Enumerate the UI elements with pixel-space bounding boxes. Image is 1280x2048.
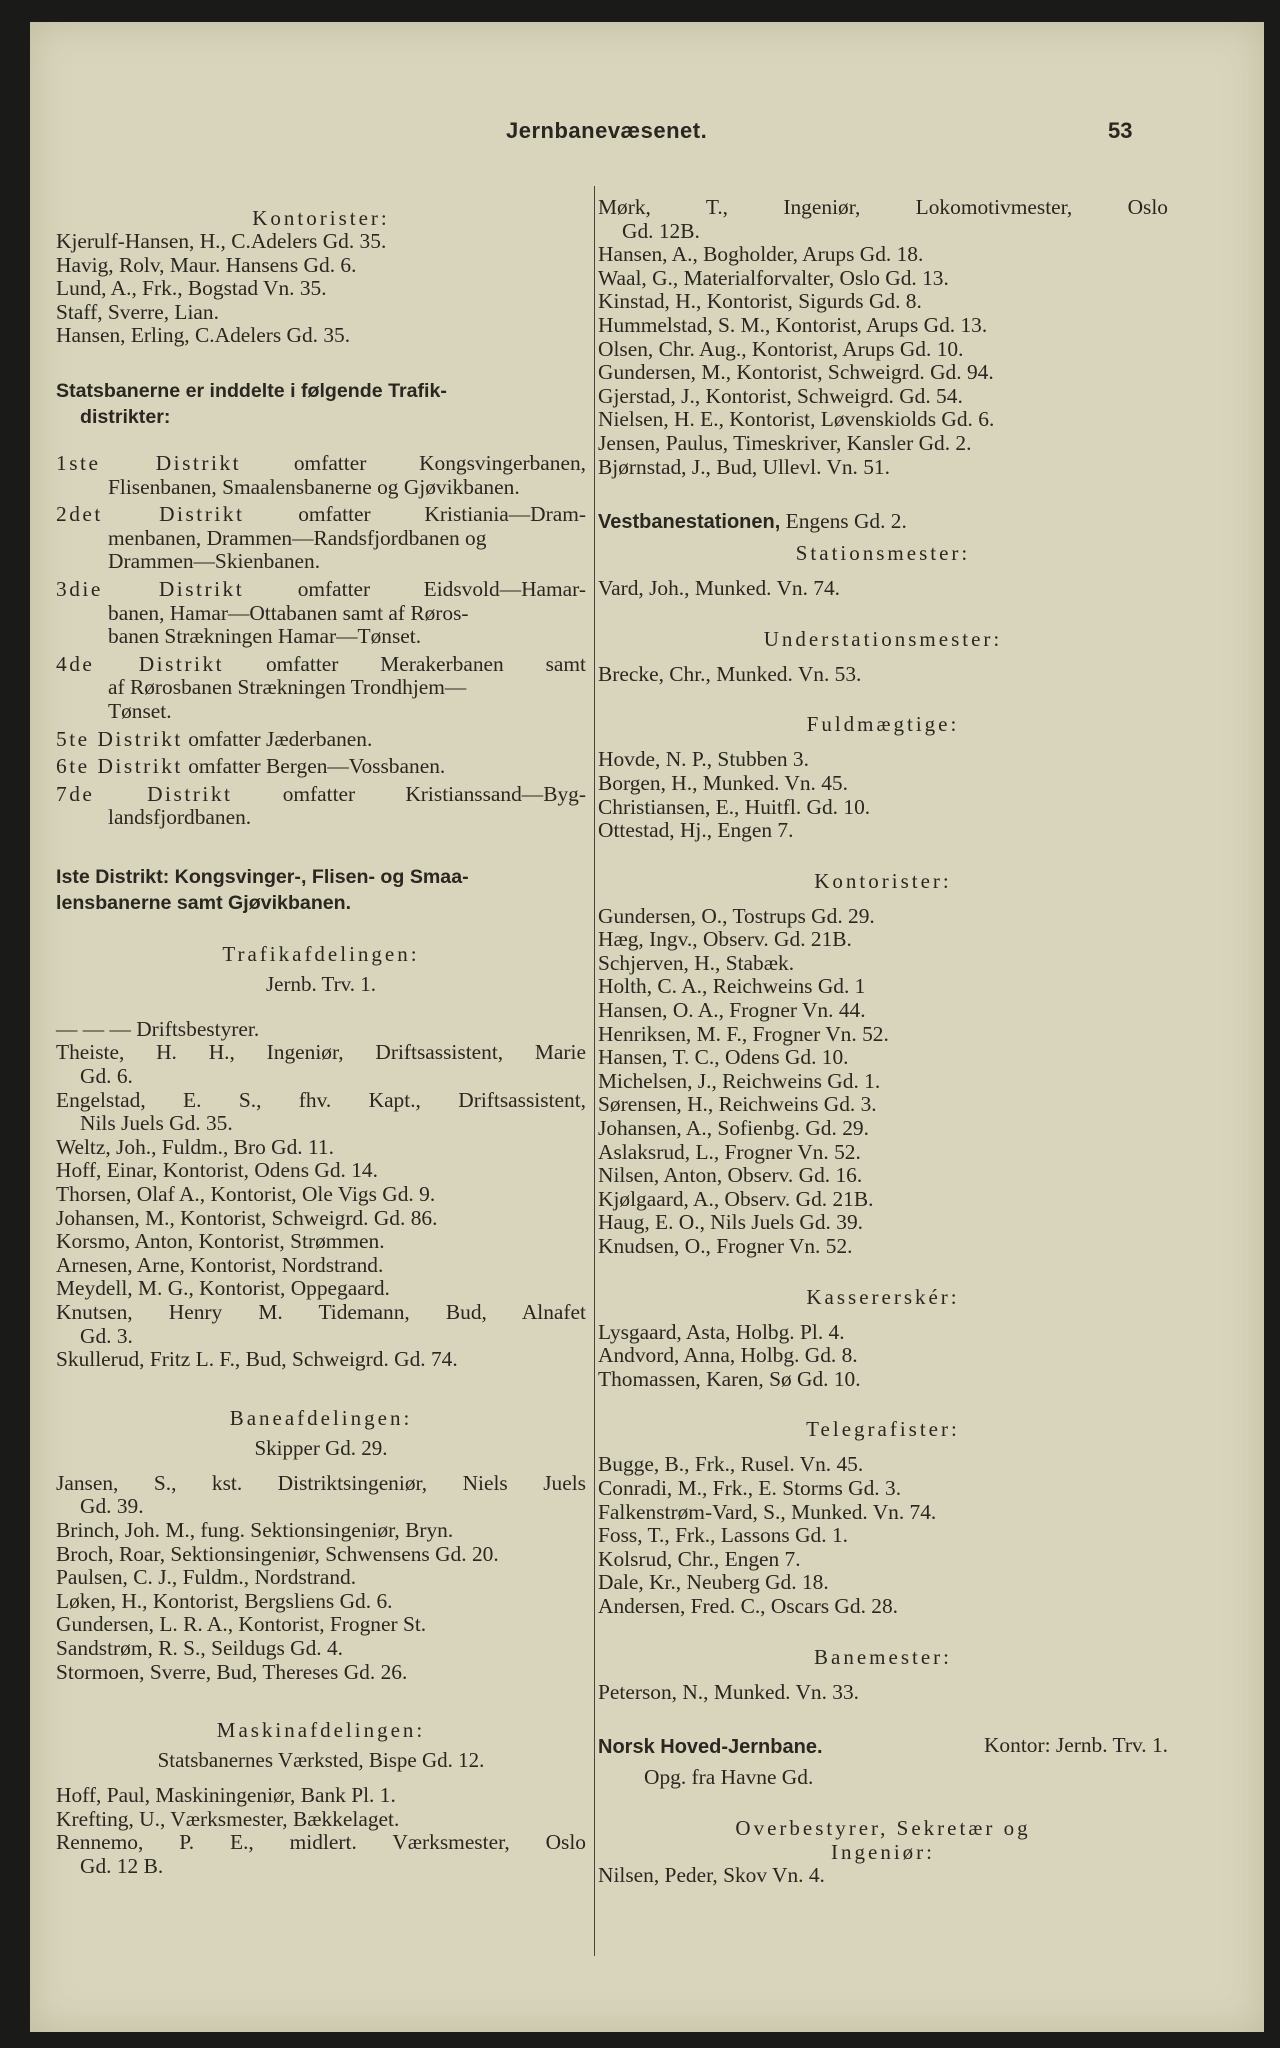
trafik-list — [56, 1018, 586, 1372]
district-label: 1ste Distrikt — [56, 450, 242, 475]
entry-line: Paulsen, C. J., Fuldm., Nordstrand. — [56, 1565, 357, 1590]
kontorist-entry: Nilsen, Anton, Observ. Gd. 16. — [598, 1163, 863, 1188]
entry-line: Johansen, M., Kontorist, Schweigrd. Gd. 86. — [56, 1205, 438, 1230]
bane-list — [56, 1472, 586, 1684]
telegrafist-entry: Kolsrud, Chr., Engen 7. — [598, 1546, 801, 1571]
entry-line: Waal, G., Materialforvalter, Oslo Gd. 13. — [598, 265, 949, 290]
column-divider — [594, 186, 595, 1956]
kontorist-entry: Hansen, Erling, C.Adelers Gd. 35. — [56, 323, 351, 348]
kassererske-entry: Andvord, Anna, Holbg. Gd. 8. — [598, 1343, 858, 1368]
district-continuation: menbanen, Drammen—Randsfjordbanen og — [108, 525, 487, 550]
list-item — [56, 1613, 586, 1637]
vest-kontorister-list — [598, 905, 1168, 1259]
district-line — [56, 653, 586, 677]
list-item — [56, 1301, 586, 1348]
district-text: omfatter Kristiania—Dram- — [298, 502, 586, 527]
kontorist-entry: Knudsen, O., Frogner Vn. 52. — [598, 1234, 853, 1258]
right-column — [598, 195, 1168, 1887]
fuldmaegtige-list — [598, 748, 1168, 842]
maskin-continued-list — [598, 196, 1168, 479]
district-line — [56, 578, 586, 602]
kontorist-entry: Hæg, Ingv., Observ. Gd. 21B. — [598, 927, 852, 952]
page-number: 53 — [1108, 118, 1133, 143]
maskin-list — [56, 1784, 586, 1878]
district-line — [56, 503, 586, 527]
list-item — [56, 1590, 586, 1614]
telegrafist-entry: Foss, T., Frk., Lassons Gd. 1. — [598, 1523, 848, 1548]
district-entry — [56, 578, 586, 649]
list-item — [56, 1230, 586, 1254]
district-text: omfatter Kristianssand—Byg- — [282, 781, 586, 806]
entry-line: Mørk, T., Ingeniør, Lokomotivmester, Oslo — [598, 195, 1168, 219]
entry-line: Broch, Roar, Sektionsingeniør, Schwensens Gd. 20. — [56, 1541, 499, 1566]
list-item — [56, 1808, 586, 1832]
entry-line: Meydell, M. G., Kontorist, Oppegaard. — [56, 1276, 390, 1301]
list-item — [598, 385, 1168, 409]
overbestyrer-heading-line2: Ingeniør: — [831, 1839, 935, 1864]
district-text: omfatter Jæderbanen. — [188, 726, 373, 751]
entry-line: Rennemo, P. E., midlert. Værksmester, Oslo — [56, 1830, 586, 1855]
kontorist-entry: Hansen, O. A., Frogner Vn. 44. — [598, 998, 866, 1023]
list-item — [598, 432, 1168, 456]
entry-line: Skullerud, Fritz L. F., Bud, Schweigrd. Gd. 74. — [56, 1347, 458, 1372]
list-item — [56, 1519, 586, 1543]
district-text: omfatter Bergen—Vossbanen. — [188, 754, 446, 779]
district-continuation: landsfjordbanen. — [108, 805, 252, 830]
entry-line: Gundersen, M., Kontorist, Schweigrd. Gd. 94. — [598, 360, 994, 385]
district-continuation: banen Strækningen Hamar—Tønset. — [108, 624, 422, 649]
list-item — [56, 1566, 586, 1590]
banemester-heading: Banemester: — [814, 1644, 952, 1669]
iste-distrikt-heading-line2: lensbanerne samt Gjøvikbanen. — [56, 891, 352, 914]
list-item — [56, 1159, 586, 1183]
running-title: Jernbanevæsenet. — [506, 118, 708, 143]
entry-line: Stormoen, Sverre, Bud, Thereses Gd. 26. — [56, 1659, 408, 1684]
district-label: 3die Distrikt — [56, 576, 245, 601]
district-continuation: Tønset. — [108, 698, 172, 723]
telegrafist-entry: Bugge, B., Frk., Rusel. Vn. 45. — [598, 1452, 864, 1477]
trafik-address: Jernb. Trv. 1. — [265, 971, 377, 996]
kontorist-entry: Havig, Rolv, Maur. Hansens Gd. 6. — [56, 252, 357, 277]
kontorist-entry: Kjerulf-Hansen, H., C.Adelers Gd. 35. — [56, 229, 387, 253]
district-entry — [56, 783, 586, 830]
stationsmester: Vard, Joh., Munked. Vn. 74. — [598, 576, 841, 601]
fuldmaegtig-entry: Hovde, N. P., Stubben 3. — [598, 747, 809, 772]
district-entry — [56, 452, 586, 499]
list-item — [56, 1543, 586, 1567]
district-label: 5te Distrikt — [56, 726, 183, 751]
list-item — [56, 1089, 586, 1136]
entry-line: — — — Driftsbestyrer. — [56, 1016, 260, 1041]
telegrafist-entry: Andersen, Fred. C., Oscars Gd. 28. — [598, 1593, 899, 1618]
district-entry — [56, 503, 586, 574]
left-column — [56, 202, 586, 1879]
norsk-kontor: Kontor: Jernb. Trv. 1. — [983, 1733, 1168, 1758]
list-item — [56, 1041, 586, 1088]
kontorist-entry: Aslaksrud, L., Frogner Vn. 52. — [598, 1139, 861, 1164]
maskin-heading: Maskinafdelingen: — [216, 1718, 426, 1743]
kasserersker-heading: Kassererskér: — [806, 1284, 960, 1309]
list-item — [56, 1348, 586, 1372]
statsbanerne-heading — [56, 378, 586, 404]
kontorist-entry: Gundersen, O., Tostrups Gd. 29. — [598, 903, 875, 928]
list-item — [56, 1637, 586, 1661]
entry-line: Thorsen, Olaf A., Kontorist, Ole Vigs Gd. 9. — [56, 1182, 436, 1207]
norsk-line2: Opg. fra Havne Gd. — [644, 1765, 814, 1790]
entry-line: Olsen, Chr. Aug., Kontorist, Arups Gd. 10. — [598, 336, 964, 361]
entry-continuation: Gd. 12B. — [622, 218, 700, 243]
telegrafist-entry: Dale, Kr., Neuberg Gd. 18. — [598, 1570, 829, 1595]
list-item — [56, 1136, 586, 1160]
maskin-address: Statsbanernes Værksted, Bispe Gd. 12. — [157, 1748, 485, 1773]
list-item — [56, 1784, 586, 1808]
statsbanerne-heading-line1: Statsbanerne er inddelte i følgende Trafik- — [56, 379, 447, 402]
kontorist-entry: Hansen, T. C., Odens Gd. 10. — [598, 1045, 849, 1070]
list-item — [598, 338, 1168, 362]
list-item — [56, 1207, 586, 1231]
kontorist-entry: Schjerven, H., Stabæk. — [598, 950, 795, 975]
entry-line: Hummelstad, S. M., Kontorist, Arups Gd. 13. — [598, 312, 988, 337]
district-text: omfatter Kongsvingerbanen, — [293, 450, 586, 475]
kontorister-heading: Kontorister: — [252, 206, 390, 230]
banemester: Peterson, N., Munked. Vn. 33. — [598, 1679, 860, 1704]
district-entry — [56, 755, 586, 779]
iste-distrikt-heading-line1: Iste Distrikt: Kongsvinger-, Flisen- og Smaa- — [56, 865, 469, 888]
list-item — [598, 361, 1168, 385]
entry-line: Hoff, Einar, Kontorist, Odens Gd. 14. — [56, 1158, 378, 1183]
district-entry — [56, 728, 586, 752]
kontorist-entry: Lund, A., Frk., Bogstad Vn. 35. — [56, 276, 327, 301]
entry-line: Weltz, Joh., Fuldm., Bro Gd. 11. — [56, 1134, 334, 1159]
entry-continuation: Gd. 6. — [80, 1064, 133, 1089]
entry-continuation: Gd. 3. — [80, 1323, 133, 1348]
entry-continuation: Nils Juels Gd. 35. — [80, 1111, 233, 1136]
book-page — [30, 22, 1264, 2032]
entry-line: Bjørnstad, J., Bud, Ullevl. Vn. 51. — [598, 454, 890, 479]
list-item — [56, 1277, 586, 1301]
list-item — [598, 243, 1168, 267]
district-continuation: Drammen—Skienbanen. — [108, 549, 321, 574]
telegrafister-heading: Telegrafister: — [806, 1417, 960, 1442]
entry-continuation: Gd. 39. — [80, 1494, 144, 1519]
list-item — [56, 1661, 586, 1685]
vestbane-name: Vestbanestationen, — [598, 511, 781, 534]
list-item — [598, 196, 1168, 243]
kontorist-entry: Johansen, A., Sofienbg. Gd. 29. — [598, 1116, 869, 1141]
entry-line: Hansen, A., Bogholder, Arups Gd. 18. — [598, 242, 924, 267]
district-line — [56, 783, 586, 807]
entry-line: Nielsen, H. E., Kontorist, Løvenskiolds Gd. 6. — [598, 407, 995, 432]
entry-line: Hoff, Paul, Maskiningeniør, Bank Pl. 1. — [56, 1783, 396, 1808]
entry-line: Jansen, S., kst. Distriktsingeniør, Niels Juels — [56, 1470, 586, 1495]
bane-heading: Baneafdelingen: — [229, 1405, 413, 1430]
vestbane-line — [598, 509, 1168, 535]
kontorist-entry: Michelsen, J., Reichweins Gd. 1. — [598, 1068, 881, 1093]
kontorister-list — [56, 230, 586, 348]
entry-line: Gundersen, L. R. A., Kontorist, Frogner St. — [56, 1612, 427, 1637]
telegrafist-entry: Conradi, M., Frk., E. Storms Gd. 3. — [598, 1475, 902, 1500]
district-label: 4de Distrikt — [56, 651, 225, 676]
list-item — [598, 267, 1168, 291]
statsbanerne-heading-line2: distrikter: — [80, 405, 171, 428]
entry-line: Theiste, H. H., Ingeniør, Driftsassistent, Marie — [56, 1040, 586, 1065]
list-item — [598, 408, 1168, 432]
entry-continuation: Gd. 12 B. — [80, 1853, 164, 1878]
kontorist-entry: Holth, C. A., Reichweins Gd. 1 — [598, 974, 866, 999]
kontorist-entry: Staff, Sverre, Lian. — [56, 299, 219, 324]
entry-line: Knutsen, Henry M. Tidemann, Bud, Alnafet — [56, 1300, 586, 1324]
district-continuation: banen, Hamar—Ottabanen samt af Røros- — [108, 600, 469, 625]
district-list — [56, 452, 586, 830]
fuldmaegtig-entry: Ottestad, Hj., Engen 7. — [598, 818, 794, 843]
list-item — [598, 314, 1168, 338]
entry-line: Brinch, Joh. M., fung. Sektionsingeniør, Bryn. — [56, 1517, 454, 1542]
list-item — [56, 1183, 586, 1207]
entry-line: Engelstad, E. S., fhv. Kapt., Driftsassistent, — [56, 1087, 586, 1112]
kontorist-entry: Sørensen, H., Reichweins Gd. 3. — [598, 1092, 877, 1117]
kasserersker-list — [598, 1321, 1168, 1392]
fuldmaegtig-entry: Christiansen, E., Huitfl. Gd. 10. — [598, 794, 871, 819]
fuldmaegtig-entry: Borgen, H., Munked. Vn. 45. — [598, 770, 848, 795]
vest-kontorister-heading: Kontorister: — [814, 868, 952, 893]
district-line — [56, 755, 586, 779]
district-text: omfatter Eidsvold—Hamar- — [297, 576, 586, 601]
bane-address: Skipper Gd. 29. — [254, 1435, 388, 1460]
norsk-name: Norsk Hoved-Jernbane. — [598, 1736, 823, 1759]
kontorist-entry: Haug, E. O., Nils Juels Gd. 39. — [598, 1210, 863, 1235]
kassererske-entry: Thomassen, Karen, Sø Gd. 10. — [598, 1366, 861, 1391]
entry-line: Krefting, U., Værksmester, Bækkelaget. — [56, 1806, 400, 1831]
entry-line: Sandstrøm, R. S., Seildugs Gd. 4. — [56, 1635, 344, 1660]
entry-line: Korsmo, Anton, Kontorist, Strømmen. — [56, 1229, 385, 1254]
overbestyrer-heading-line1: Overbestyrer, Sekretær og — [735, 1815, 1031, 1840]
list-item — [598, 456, 1168, 480]
list-item — [56, 1472, 586, 1519]
overbestyrer-person: Nilsen, Peder, Skov Vn. 4. — [598, 1862, 825, 1887]
district-label: 2det Distrikt — [56, 502, 245, 527]
entry-line: Kinstad, H., Kontorist, Sigurds Gd. 8. — [598, 289, 922, 314]
telegrafister-list — [598, 1453, 1168, 1618]
list-item — [56, 1018, 586, 1042]
vestbane-address: Engens Gd. 2. — [785, 509, 907, 534]
district-entry — [56, 653, 586, 724]
list-item — [56, 1254, 586, 1278]
entry-line: Jensen, Paulus, Timeskriver, Kansler Gd. 2. — [598, 430, 972, 455]
entry-line: Gjerstad, J., Kontorist, Schweigrd. Gd. 54. — [598, 383, 963, 408]
list-item — [56, 1831, 586, 1878]
trafik-heading: Trafikafdelingen: — [222, 941, 420, 966]
district-text: omfatter Merakerbanen samt — [265, 651, 586, 676]
district-continuation: af Rørosbanen Strækningen Trondhjem— — [108, 675, 467, 700]
kontorist-entry: Henriksen, M. F., Frogner Vn. 52. — [598, 1021, 889, 1046]
district-label: 6te Distrikt — [56, 754, 183, 779]
stationsmester-heading: Stationsmester: — [795, 541, 971, 566]
fuldmaegtige-heading: Fuldmægtige: — [806, 712, 960, 737]
norsk-line1 — [598, 1734, 1168, 1760]
district-line — [56, 452, 586, 476]
district-line — [56, 728, 586, 752]
telegrafist-entry: Falkenstrøm-Vard, S., Munked. Vn. 74. — [598, 1499, 937, 1524]
kassererske-entry: Lysgaard, Asta, Holbg. Pl. 4. — [598, 1319, 845, 1344]
entry-line: Arnesen, Arne, Kontorist, Nordstrand. — [56, 1252, 384, 1277]
kontorist-entry: Kjølgaard, A., Observ. Gd. 21B. — [598, 1186, 874, 1211]
list-item — [598, 290, 1168, 314]
entry-line: Løken, H., Kontorist, Bergsliens Gd. 6. — [56, 1588, 393, 1613]
page-header — [30, 118, 1264, 148]
understationsmester: Brecke, Chr., Munked. Vn. 53. — [598, 661, 862, 686]
district-label: 7de Distrikt — [56, 781, 233, 806]
district-continuation: Flisenbanen, Smaalensbanerne og Gjøvikbanen. — [108, 474, 520, 499]
understationsmester-heading: Understationsmester: — [763, 626, 1003, 651]
